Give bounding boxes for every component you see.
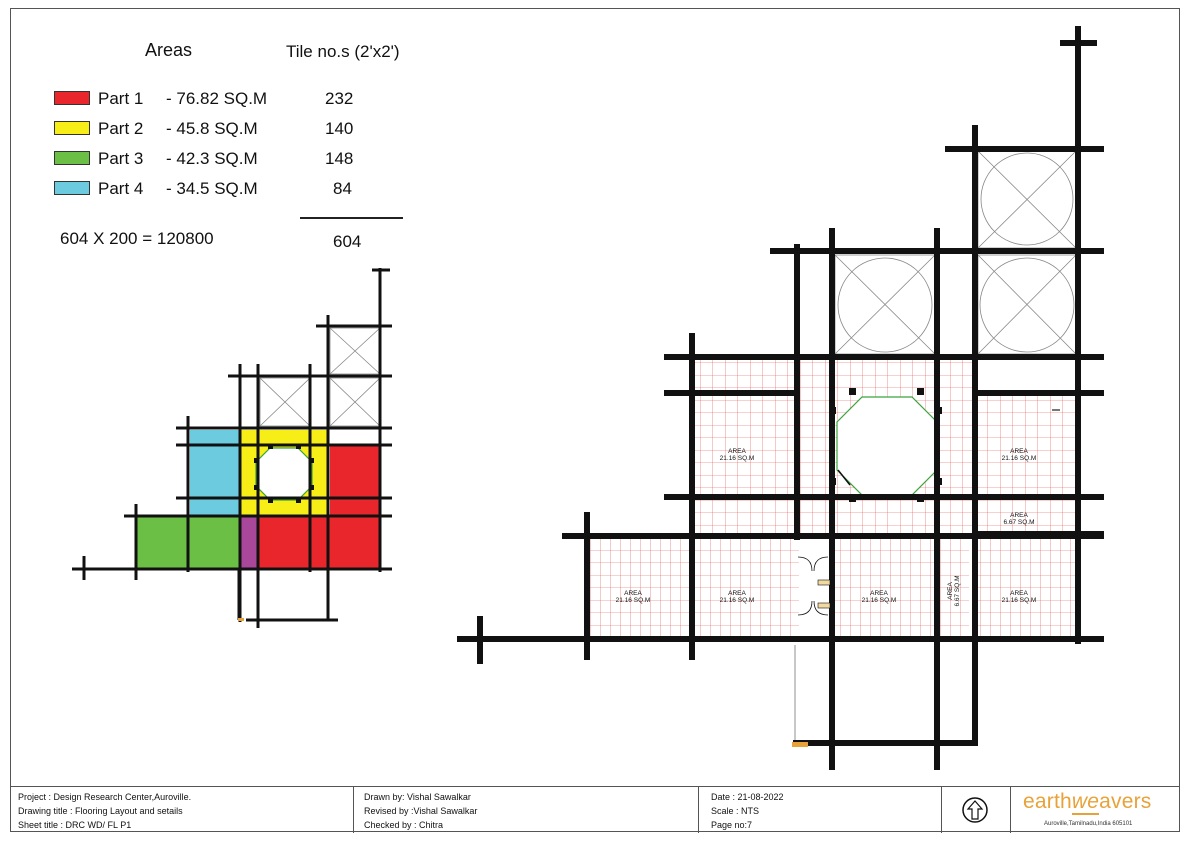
courtyard-octagon [837,397,937,495]
area-word: AREA [728,590,746,597]
legend-area-value: - 76.82 SQ.M [166,89,268,108]
legend-part-label: Part 2 [98,119,144,138]
tile-grid-bottom-5 [972,539,1077,636]
area-value: 21.16 SQ.M [861,597,897,604]
area-value: 21.16 SQ.M [1001,597,1037,604]
title-block-cell-logo [1010,787,1180,833]
logo-text-right: avers [1099,790,1152,813]
area-value: 21.16 SQ.M [719,597,755,604]
area-value: 21.16 SQ.M [1001,455,1037,462]
north-arrow-icon [942,787,1011,833]
drawing-title-line: Drawing title : Flooring Layout and setails [18,806,183,816]
area-value: 21.16 SQ.M [719,455,755,462]
page-number: Page no:7 [711,820,753,830]
area-word: AREA [728,448,746,455]
title-block-cell-north [941,787,1010,833]
key-plan-part1-fill-upper [330,445,380,515]
area-label-right-top [1000,448,1038,462]
tile-total: 604 [333,232,362,251]
checked-by: Checked by : Chitra [364,820,444,830]
legend-part-label: Part 4 [98,179,144,198]
tile-grid-bottom-2 [693,539,799,636]
title-block [10,786,1180,833]
area-value: 21.16 SQ.M [615,597,651,604]
area-word: AREA [870,590,888,597]
tile-equation: 604 X 200 = 120800 [60,229,214,248]
key-plan-part4-fill [190,430,240,516]
area-word: AREA [1010,448,1028,455]
legend-tile-count: 140 [325,119,354,138]
area-label-bottom-3 [860,590,898,604]
key-plan-part1-fill-lower [257,517,380,569]
tile-grid-bottom-1 [590,539,690,636]
areas-heading: Areas [145,40,193,60]
area-label-bottom-4-vertical [947,571,961,611]
title-block-cell-date [698,787,941,833]
revised-by: Revised by :Vishal Sawalkar [364,806,478,816]
title-block-cell-people [353,787,698,833]
area-label-bottom-5 [1000,590,1038,604]
area-word: AREA [1010,512,1028,519]
area-word: AREA [624,590,642,597]
sheet-title-line: Sheet title : DRC WD/ FL P1 [18,820,132,830]
area-label-bottom-2 [718,590,756,604]
logo-text-mid: we [1071,790,1100,813]
legend-tile-count: 148 [325,149,354,168]
legend-area-value: - 45.8 SQ.M [166,119,258,138]
legend-tile-count: 84 [333,179,352,198]
drawn-by: Drawn by: Vishal Sawalkar [364,792,471,802]
company-logo [1023,790,1151,814]
tiles-heading: Tile no.s (2'x2') [286,42,400,61]
area-label-right-small [1000,512,1038,526]
area-word: AREA [947,582,954,600]
tile-grid-bottom-3 [833,539,935,636]
legend-area-value: - 42.3 SQ.M [166,149,258,168]
key-plan-octagon [256,448,312,500]
date: Date : 21-08-2022 [711,792,784,802]
area-word: AREA [1010,590,1028,597]
legend-part-label: Part 1 [98,89,144,108]
area-value: 6.67 SQ.M [954,575,961,607]
logo-text-left: earth [1023,790,1072,813]
key-plan [72,268,392,628]
legend-part-label: Part 3 [98,149,144,168]
project-line: Project : Design Research Center,Auroville. [18,792,192,802]
area-label-bottom-1 [614,590,652,604]
key-plan-purple-strip [241,517,257,569]
area-label-left [718,448,756,462]
main-floor-plan [457,26,1104,770]
legend-tile-count: 232 [325,89,354,108]
tile-grid-left [695,360,796,534]
legend-area-value: - 34.5 SQ.M [166,179,258,198]
area-value: 6.67 SQ.M [1003,519,1035,526]
company-address: Auroville,Tamilnadu,India 605101 [1044,821,1133,827]
scale: Scale : NTS [711,806,760,816]
